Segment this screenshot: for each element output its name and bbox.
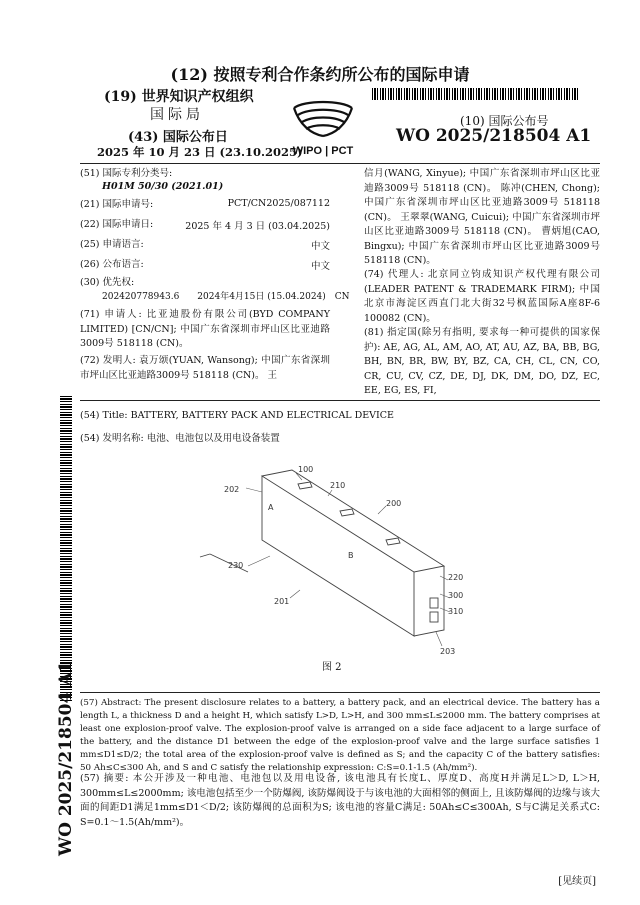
- fig-label-220: 220: [448, 573, 464, 582]
- field-26-label: (26) 公布语言:: [80, 259, 144, 270]
- side-barcode: [60, 396, 72, 702]
- abstract-en: (57) Abstract: The present disclosure relates to a battery, a battery pack, and an electrical device. The battery has a length L, a thickness D and a height H, which satisfy L>D, L>H, and 300 mm≤L≤2000 mm. The battery comprises at least one explosion-proof valve. The explosion-proof valve is arranged on a side face adjacent to a large surface of the battery, and the distance D1 between the edge of the explosion-proof valve and the large surface satisfies 1 mm≤D1≤D/2; the total area of the explosion-proof valve is defined as S; and the capacity C of the battery satisfies: 50 Ah≤C≤300 Ah, and S and C satisfy the relationship expression: C:S=0.1-1.5 (Ah/mm²).: [80, 698, 600, 773]
- figure-caption: 图 2: [322, 662, 342, 673]
- title-en: (54) Title: BATTERY, BATTERY PACK AND ELECTRICAL DEVICE: [80, 410, 394, 421]
- inventors-continued: 信月(WANG, Xinyue); 中国广东省深圳市坪山区比亚迪路3009号 518118 (CN)。 陈冲(CHEN, Chong); 中国广东省深圳市坪山区比亚迪路3009号 518118 (CN)。 王翠翠(WANG, Cuicui); 中国广东省深圳市坪山区比亚迪路3009号 518118 (CN)。 曹炳旭(CAO, Bingxu); 中国广东省深圳市坪山区比亚迪路3009号 518118 (CN)。: [364, 168, 600, 266]
- pub-date-label: (43) 国际公布日: [128, 130, 228, 145]
- battery-figure: [190, 462, 470, 656]
- pub-no-label: (10) 国际公布号: [460, 114, 549, 128]
- field-26-value: 中文: [310, 261, 330, 272]
- side-pub-number: WO 2025/218504 A1: [56, 660, 76, 856]
- fig-label-200: 200: [386, 499, 402, 508]
- document-title: (12) 按照专利合作条约所公布的国际申请: [170, 65, 470, 84]
- field-25-label: (25) 申请语言:: [80, 239, 144, 250]
- field-51-label: (51) 国际专利分类号:: [80, 168, 173, 179]
- field-21-value: PCT/CN2025/087112: [227, 198, 330, 209]
- body-divider: [80, 400, 600, 401]
- fig-label-a: A: [268, 503, 274, 512]
- abstract-cn: (57) 摘要: 本公开涉及一种电池、电池包以及用电设备, 该电池具有长度L、厚度D、高度H并满足L＞D, L＞H, 300mm≤L≤2000mm; 该电池包括至少一个防爆阀, 该防爆阀设于与该电池的大面相邻的侧面上, 且该防爆阀的边缘与该大面的间距D1满足1mm≤D1＜D/2; 该防爆阀的总面积为S; 该电池的容量C满足: 50Ah≤C≤300Ah, S与C满足关系式C: S=0.1～1.5(Ah/mm²)。: [80, 773, 600, 828]
- field-22-label: (22) 国际申请日:: [80, 219, 154, 230]
- logo-text: WIPO | PCT: [292, 145, 354, 157]
- fig-label-b: B: [348, 551, 354, 560]
- fig-label-202: 202: [224, 485, 240, 494]
- fig-label-230: 230: [228, 561, 244, 570]
- fig-label-310: 310: [448, 607, 464, 616]
- wipo-logo: [280, 88, 366, 158]
- field-30-label: (30) 优先权:: [80, 277, 135, 288]
- field-30-value: 202420778943.6 2024年4月15日 (15.04.2024) CN: [102, 292, 350, 302]
- field-72-inventors: (72) 发明人: 袁万颂(YUAN, Wansong); 中国广东省深圳市坪山区比亚迪路3009号 518118 (CN)。 王: [80, 355, 330, 381]
- title-cn: (54) 发明名称: 电池、电池包以及用电设备装置: [80, 433, 280, 444]
- org-name: (19) 世界知识产权组织: [104, 89, 254, 105]
- pub-date: 2025 年 10 月 23 日 (23.10.2025): [97, 145, 303, 159]
- continued-note: [见续页]: [558, 876, 596, 887]
- header-divider: [80, 163, 600, 164]
- field-22-value: 2025 年 4 月 3 日 (03.04.2025): [185, 221, 330, 232]
- pub-number: WO 2025/218504 A1: [396, 126, 592, 146]
- field-81-designated-states: (81) 指定国(除另有指明, 要求每一种可提供的国家保护): AE, AG, AL, AM, AO, AT, AU, AZ, BA, BB, BG, BH, BN, BR, BW, BY, BZ, CA, CH, CL, CN, CO, CR, CU, CV, CZ, DE, DJ, DK, DM, DO, DZ, EC, EE, EG, ES, FI,: [364, 327, 600, 396]
- org-sub: 国际局: [150, 107, 204, 123]
- field-71-applicant: (71) 申请人: 比亚迪股份有限公司(BYD COMPANY LIMITED) [CN/CN]; 中国广东省深圳市坪山区比亚迪路3009号 518118 (CN)。: [80, 309, 330, 349]
- field-21-label: (21) 国际申请号:: [80, 199, 154, 210]
- fig-label-100: 100: [298, 465, 314, 474]
- fig-label-203: 203: [440, 647, 456, 656]
- field-25-value: 中文: [310, 241, 330, 252]
- top-barcode: [372, 88, 580, 100]
- fig-label-300: 300: [448, 591, 464, 600]
- field-74-agent: (74) 代理人: 北京同立钧成知识产权代理有限公司(LEADER PATENT & TRADEMARK FIRM); 中国北京市海淀区西直门北大街32号枫蓝国际A座8F-6 100082 (CN)。: [364, 269, 600, 324]
- fig-label-201: 201: [274, 597, 290, 606]
- field-51-value: H01M 50/30 (2021.01): [102, 181, 224, 192]
- abstract-divider: [80, 692, 600, 693]
- fig-label-210: 210: [330, 481, 346, 490]
